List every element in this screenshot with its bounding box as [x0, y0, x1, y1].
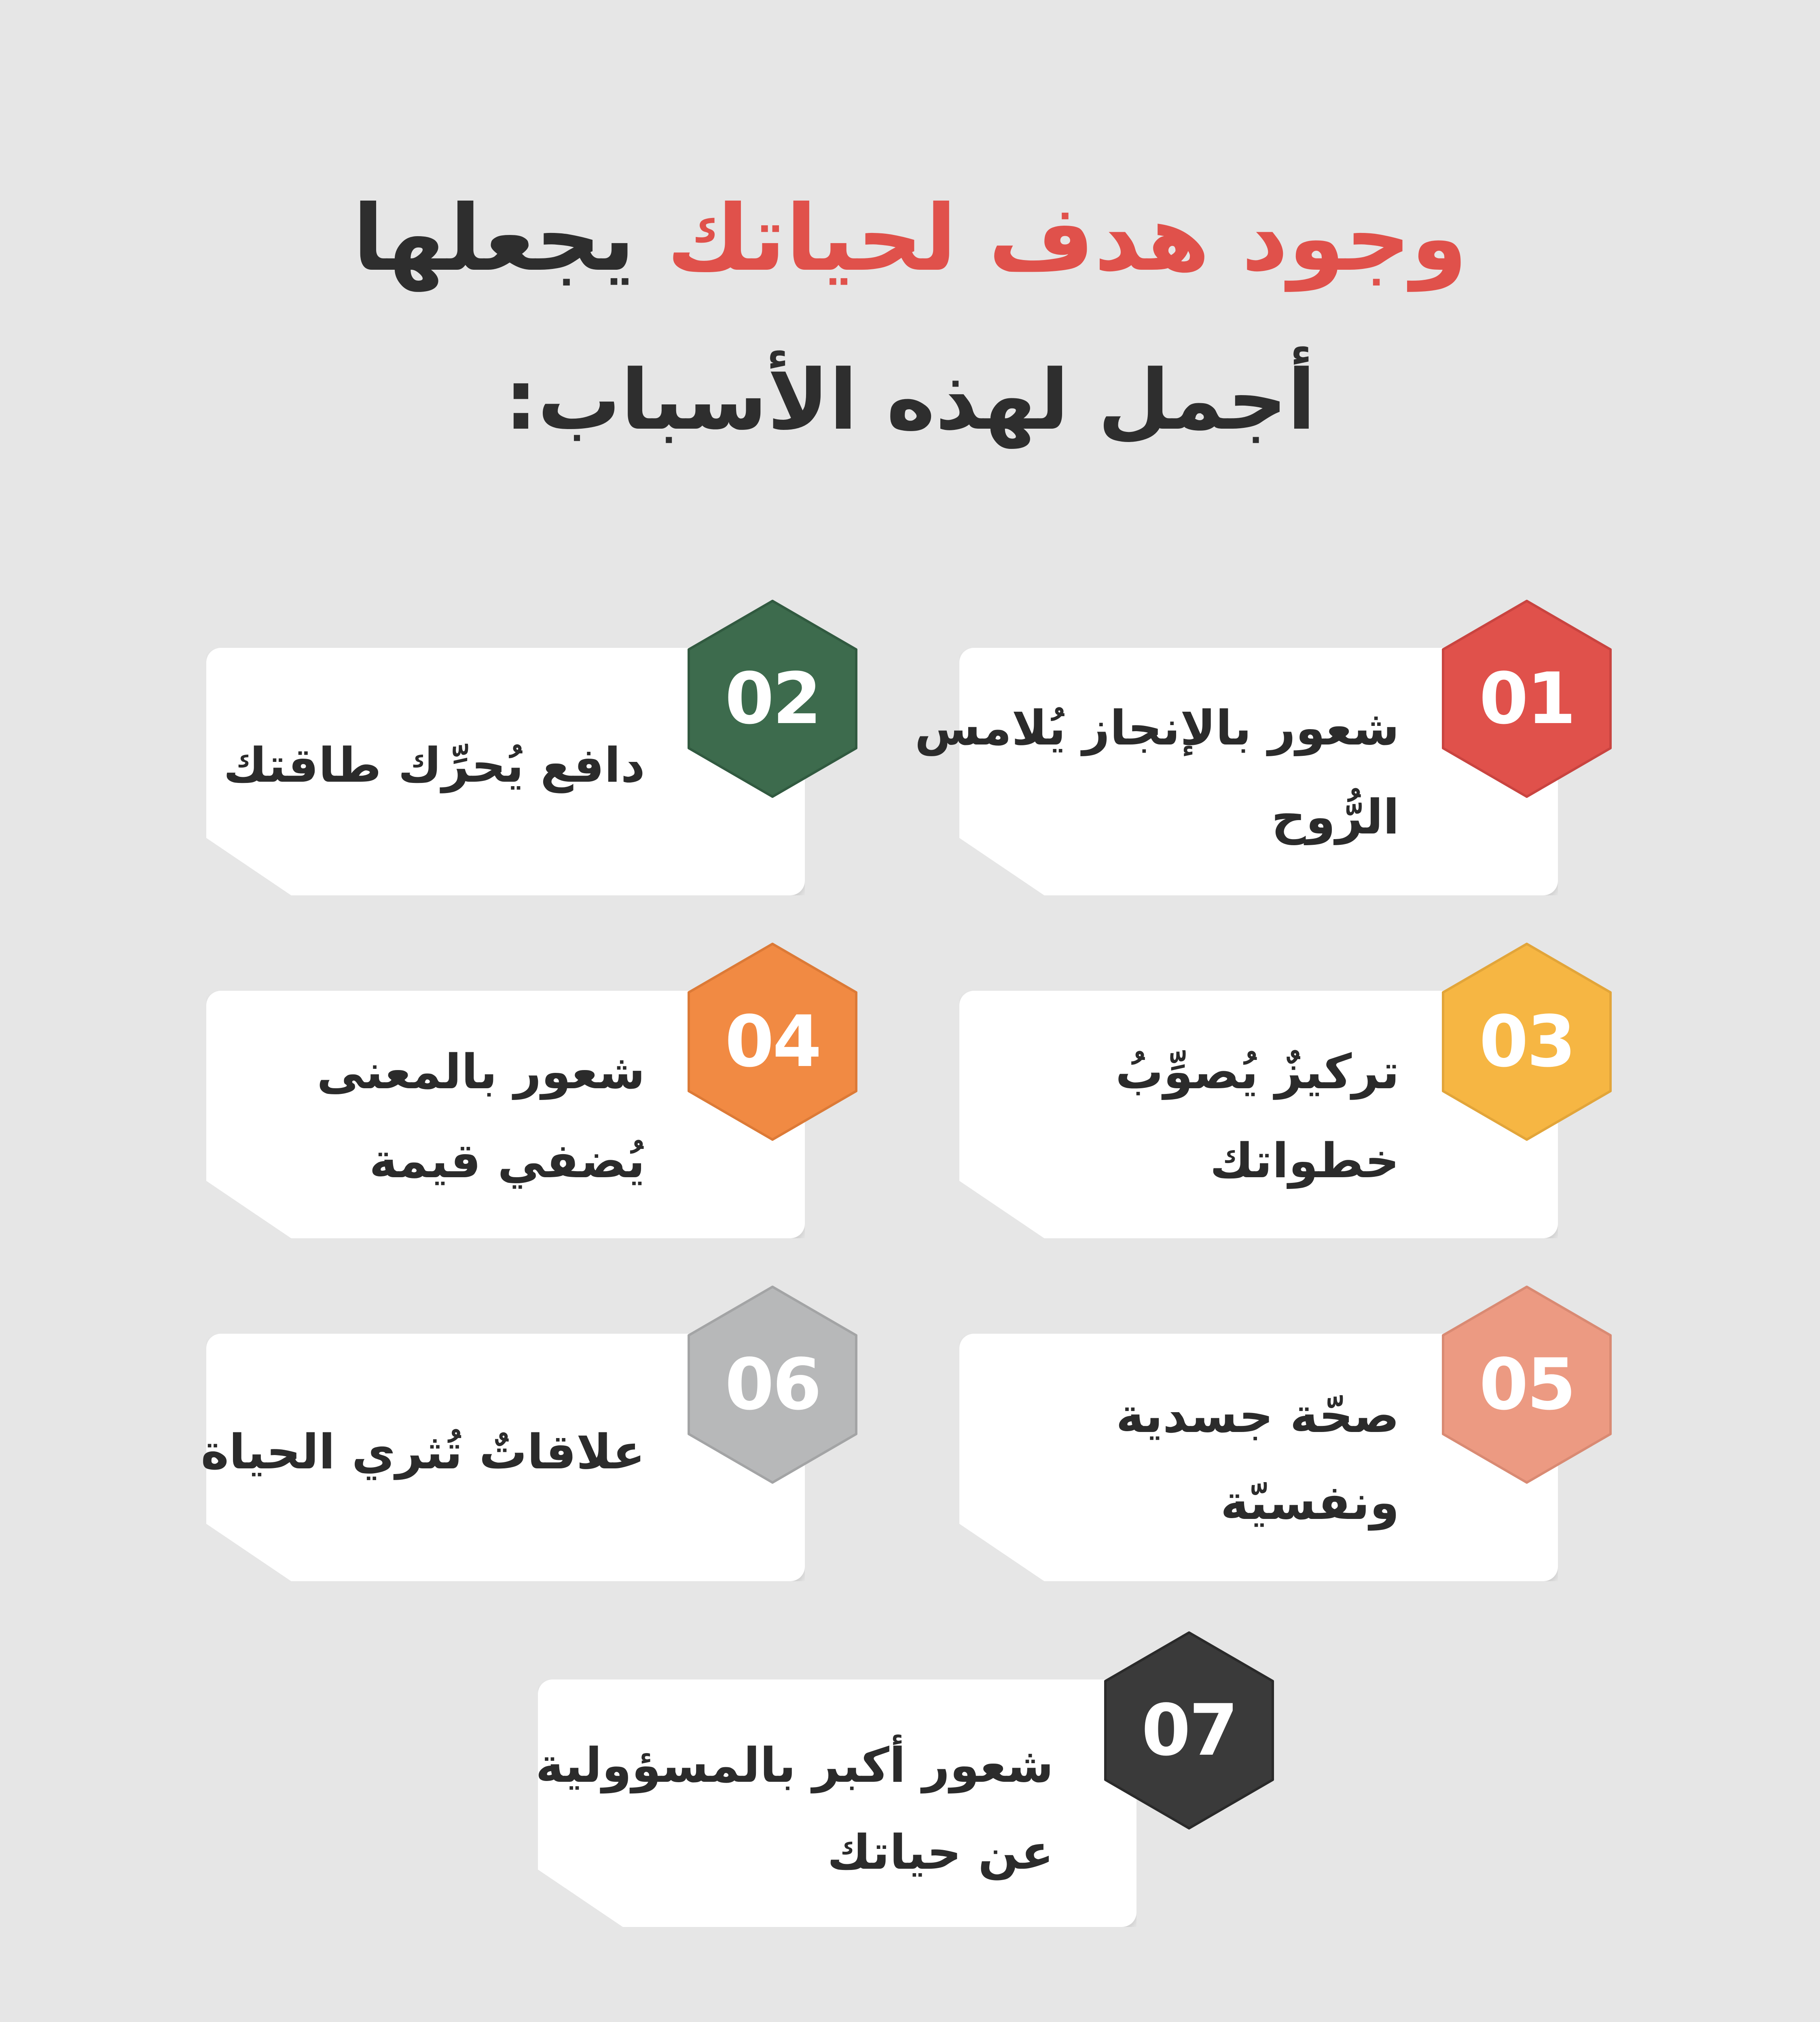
reason-text-01-line-1: شعور بالإنجاز يُلامس — [914, 700, 1399, 756]
reason-text-03-line-2: خطواتك — [1210, 1133, 1399, 1189]
reason-number-01: 01 — [1479, 658, 1575, 740]
reason-text-02-line-1: دافع يُحرِّك طاقتك — [223, 737, 645, 793]
page-title-line-1 — [0, 178, 1820, 299]
reason-badge-04 — [686, 941, 859, 1143]
reason-badge-05 — [1440, 1284, 1614, 1486]
reason-badge-06 — [686, 1284, 859, 1486]
reason-badge-02 — [686, 598, 859, 800]
reason-text-07-line-2: عن حياتك — [827, 1824, 1054, 1880]
reason-number-03: 03 — [1479, 1000, 1575, 1083]
reason-text-03-line-1: تركيزٌ يُصوِّبُ — [1115, 1044, 1399, 1100]
title-accent: وجود هدف لحياتك — [667, 186, 1468, 292]
reason-badge-01 — [1440, 598, 1614, 800]
reason-text-05-line-2: ونفسيّة — [1220, 1474, 1399, 1530]
reason-text-01-line-2: الرُّوح — [1271, 789, 1399, 845]
reason-number-05: 05 — [1479, 1343, 1575, 1426]
reason-text-04-line-1: شعور بالمعنى — [317, 1044, 645, 1100]
reason-badge-03 — [1440, 941, 1614, 1143]
reason-number-04: 04 — [725, 1000, 820, 1083]
reason-number-07: 07 — [1141, 1689, 1237, 1772]
reason-number-06: 06 — [725, 1343, 820, 1426]
title-rest: يجعلها — [352, 186, 635, 292]
reason-number-02: 02 — [725, 658, 820, 740]
reason-badge-07 — [1102, 1629, 1276, 1832]
reason-text-07-line-1: شعور أكبر بالمسؤولية — [535, 1737, 1054, 1793]
reason-text-05-line-1: صحّة جسدية — [1116, 1387, 1399, 1443]
reason-text-06-line-1: علاقاتٌ تُثري الحياة — [201, 1424, 645, 1480]
reason-text-04-line-2: يُضفي قيمة — [369, 1133, 645, 1189]
page-title-line-2: أجمل لهذه الأسباب: — [504, 352, 1316, 448]
